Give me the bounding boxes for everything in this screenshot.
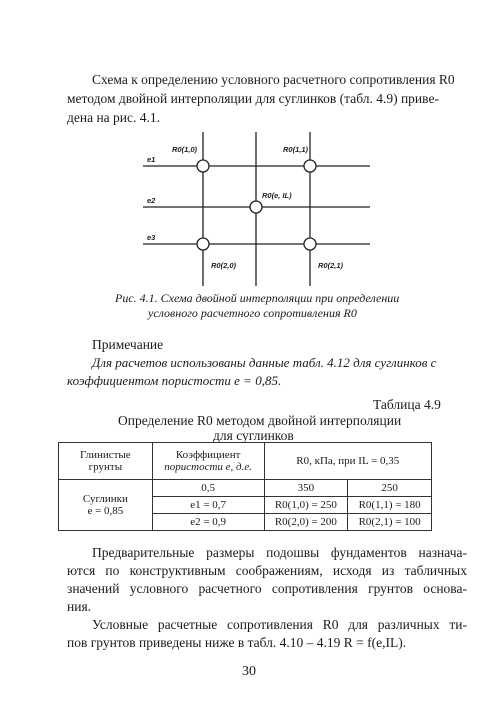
table-header-row (59, 443, 432, 480)
header-porosity-cell (152, 443, 264, 480)
body-p2-line-1: Условные расчетные сопротивления R0 для различных ти- (92, 617, 467, 632)
note-line-1: Для расчетов использованы данные табл. 4.12 для суглинков с (92, 355, 437, 370)
label-r21: R0(2,1) (318, 261, 344, 270)
interpolation-table (58, 442, 432, 531)
intro-line-3: дена на рис. 4.1. (67, 110, 161, 125)
table-cell: R0(1,0) = 250 (264, 497, 348, 514)
table-number: Таблица 4.9 (373, 397, 441, 412)
soil-type-name: Суглинки (82, 493, 128, 505)
note-title: Примечание (92, 337, 164, 352)
label-e1: e1 (147, 155, 156, 164)
header-r0-cell: R0, кПа, при IL = 0,35 (264, 443, 431, 480)
table-cell: e1 = 0,7 (152, 497, 264, 514)
header-soil-cell (59, 443, 153, 480)
table-row (59, 480, 432, 497)
page-number: 30 (242, 664, 256, 679)
node-r11 (304, 160, 316, 172)
label-e3: e3 (147, 233, 156, 242)
intro-line-2: методом двойной интерполяции для суглинков (табл. 4.9) приве- (67, 91, 439, 106)
table-cell: 350 (264, 480, 348, 497)
label-r10: R0(1,0) (172, 145, 198, 154)
body-p1-line-4: ния. (67, 599, 92, 614)
header-porosity-a: Коэффициент (175, 449, 241, 461)
table-title-line-1: Определение R0 методом двойной интерполяции (118, 413, 402, 428)
node-r20 (197, 238, 209, 250)
label-r11: R0(1,1) (283, 145, 309, 154)
table-cell: R0(2,0) = 200 (264, 514, 348, 531)
node-rmid (250, 201, 262, 213)
label-e2: e2 (147, 196, 156, 205)
body-p1-line-3: значений условного расчетного сопротивления грунтов основа- (67, 581, 467, 596)
body-p1-line-1: Предварительные размеры подошвы фундаментов назнача- (92, 545, 467, 560)
body-p2-line-2: пов грунтов приведены ниже в табл. 4.10 – 4.19 R = f(e,IL). (67, 635, 407, 650)
soil-type-cell (59, 480, 153, 531)
soil-type-porosity: е = 0,85 (87, 505, 124, 517)
table-cell: 0,5 (152, 480, 264, 497)
body-p1-line-2: ются по конструктивным соображениям, исходя из табличных (67, 563, 467, 578)
node-r10 (197, 160, 209, 172)
header-soil-a: Глинистые (80, 449, 131, 461)
header-soil-b: грунты (88, 461, 123, 473)
label-r20: R0(2,0) (211, 261, 237, 270)
header-porosity-b: пористости е, д.е. (164, 461, 252, 473)
node-r21 (304, 238, 316, 250)
interpolation-diagram (0, 0, 500, 300)
note-line-2: коэффициентом пористости е = 0,85. (67, 373, 282, 388)
intro-line-1: Схема к определению условного расчетного сопротивления R0 (92, 72, 455, 87)
table-cell: R0(1,1) = 180 (348, 497, 432, 514)
table-cell: 250 (348, 480, 432, 497)
figure-caption-line-2: условного расчетного сопротивления R0 (148, 306, 357, 320)
label-rmid: R0(e, IL) (262, 191, 292, 200)
table-cell: e2 = 0,9 (152, 514, 264, 531)
table-title-line-2: для суглинков (213, 428, 294, 443)
table-cell: R0(2,1) = 100 (348, 514, 432, 531)
figure-caption-line-1: Рис. 4.1. Схема двойной интерполяции при определении (115, 291, 400, 305)
